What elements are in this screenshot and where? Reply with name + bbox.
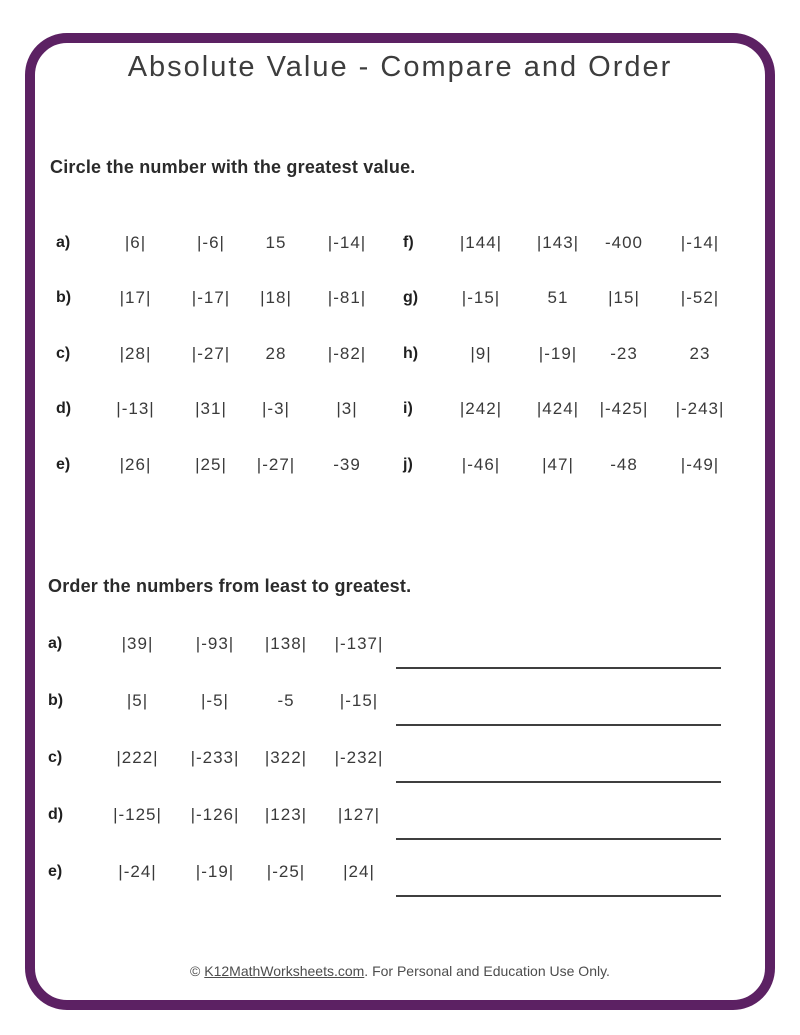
number-cell: |138| <box>264 633 308 653</box>
page-title: Absolute Value - Compare and Order <box>127 51 673 83</box>
answer-blank-line <box>396 667 721 669</box>
footer-usage-note: . For Personal and Education Use Only. <box>364 963 610 979</box>
row-label: d) <box>48 805 64 823</box>
row-label: i) <box>403 400 413 418</box>
number-cell: -5 <box>277 690 295 710</box>
number-cell: |25| <box>195 454 227 474</box>
problem-row <box>48 437 386 493</box>
row-label: c) <box>48 748 63 766</box>
problem-row <box>45 786 757 843</box>
number-cell: |-19| <box>195 861 235 881</box>
row-label: a) <box>48 634 63 652</box>
order-problems-column <box>45 615 757 900</box>
problem-row <box>48 271 386 327</box>
problem-row <box>48 326 386 382</box>
number-cell: |-49| <box>680 454 720 474</box>
row-label: f) <box>403 233 414 251</box>
number-cell: |-93| <box>195 633 235 653</box>
problem-row <box>48 382 386 438</box>
number-cell: 51 <box>547 288 569 308</box>
problem-row <box>395 437 743 493</box>
number-cell: |5| <box>126 690 149 710</box>
number-cell: -400 <box>604 232 644 252</box>
number-cell: |-52| <box>680 288 720 308</box>
number-cell: |18| <box>260 288 292 308</box>
circle-problems-left-column <box>48 215 386 493</box>
row-label: a) <box>56 233 71 251</box>
number-cell: |26| <box>119 454 152 474</box>
number-cell: 15 <box>265 232 287 252</box>
number-cell: |-17| <box>191 288 231 308</box>
number-cell: |-243| <box>675 399 725 419</box>
number-cell: |143| <box>536 232 580 252</box>
row-label: b) <box>56 289 72 307</box>
problem-row <box>45 615 757 672</box>
number-cell: |242| <box>459 399 503 419</box>
number-cell: -23 <box>610 343 638 363</box>
row-label: h) <box>403 344 419 362</box>
number-cell: -39 <box>333 454 361 474</box>
number-cell: |424| <box>536 399 580 419</box>
number-cell: |-125| <box>113 804 162 824</box>
number-cell: |-137| <box>334 633 384 653</box>
number-cell: -48 <box>610 454 638 474</box>
number-cell: |-232| <box>334 747 384 767</box>
footer <box>35 963 765 979</box>
number-cell: |17| <box>119 288 152 308</box>
number-cell: |-15| <box>339 690 379 710</box>
number-cell: |-13| <box>116 399 155 419</box>
number-cell: 28 <box>265 343 287 363</box>
answer-blank-line <box>396 838 721 840</box>
number-cell: |127| <box>337 804 381 824</box>
row-label: g) <box>403 289 419 307</box>
circle-instruction: Circle the number with the greatest value. <box>50 157 416 177</box>
problem-row <box>45 672 757 729</box>
problem-row <box>395 382 743 438</box>
number-cell: |6| <box>124 232 147 252</box>
number-cell: |-24| <box>118 861 157 881</box>
number-cell: |222| <box>116 747 159 767</box>
number-cell: |-3| <box>262 399 290 419</box>
number-cell: |-5| <box>201 690 229 710</box>
row-label: d) <box>56 400 72 418</box>
number-cell: |24| <box>343 861 375 881</box>
circle-problems-right-column <box>395 215 743 493</box>
number-cell: |144| <box>459 232 503 252</box>
row-label: b) <box>48 691 64 709</box>
number-cell: |15| <box>608 288 640 308</box>
number-cell: |-46| <box>461 454 501 474</box>
worksheet-border <box>25 33 775 1010</box>
number-cell: |-19| <box>538 343 578 363</box>
row-label: c) <box>56 344 71 362</box>
number-cell: |-15| <box>461 288 501 308</box>
number-cell: |3| <box>336 399 358 419</box>
answer-blank-line <box>396 781 721 783</box>
number-cell: |-25| <box>266 861 306 881</box>
problem-row <box>45 729 757 786</box>
problem-row <box>395 326 743 382</box>
number-cell: |9| <box>470 343 492 363</box>
number-cell: |-233| <box>190 747 240 767</box>
problem-row <box>48 215 386 271</box>
answer-blank-line <box>396 895 721 897</box>
order-instruction: Order the numbers from least to greatest. <box>48 576 412 596</box>
row-label: e) <box>56 455 71 473</box>
number-cell: |28| <box>119 343 152 363</box>
number-cell: |-14| <box>680 232 720 252</box>
number-cell: |-425| <box>599 399 649 419</box>
problem-row <box>395 271 743 327</box>
row-label: e) <box>48 862 63 880</box>
problem-row <box>45 843 757 900</box>
answer-blank-line <box>396 724 721 726</box>
number-cell: |-14| <box>327 232 367 252</box>
number-cell: |123| <box>264 804 308 824</box>
number-cell: |39| <box>121 633 154 653</box>
row-label: j) <box>403 455 413 473</box>
number-cell: |-126| <box>190 804 240 824</box>
number-cell: |-27| <box>256 454 296 474</box>
number-cell: |-82| <box>327 343 367 363</box>
worksheet-page <box>35 43 765 1000</box>
number-cell: 23 <box>689 343 711 363</box>
number-cell: |47| <box>542 454 574 474</box>
number-cell: |31| <box>195 399 227 419</box>
number-cell: |-81| <box>327 288 367 308</box>
number-cell: |322| <box>264 747 308 767</box>
number-cell: |-6| <box>197 232 225 252</box>
footer-copyright: © <box>190 963 205 979</box>
number-cell: |-27| <box>191 343 231 363</box>
problem-row <box>395 215 743 271</box>
footer-website-link[interactable]: K12MathWorksheets.com <box>204 963 365 979</box>
